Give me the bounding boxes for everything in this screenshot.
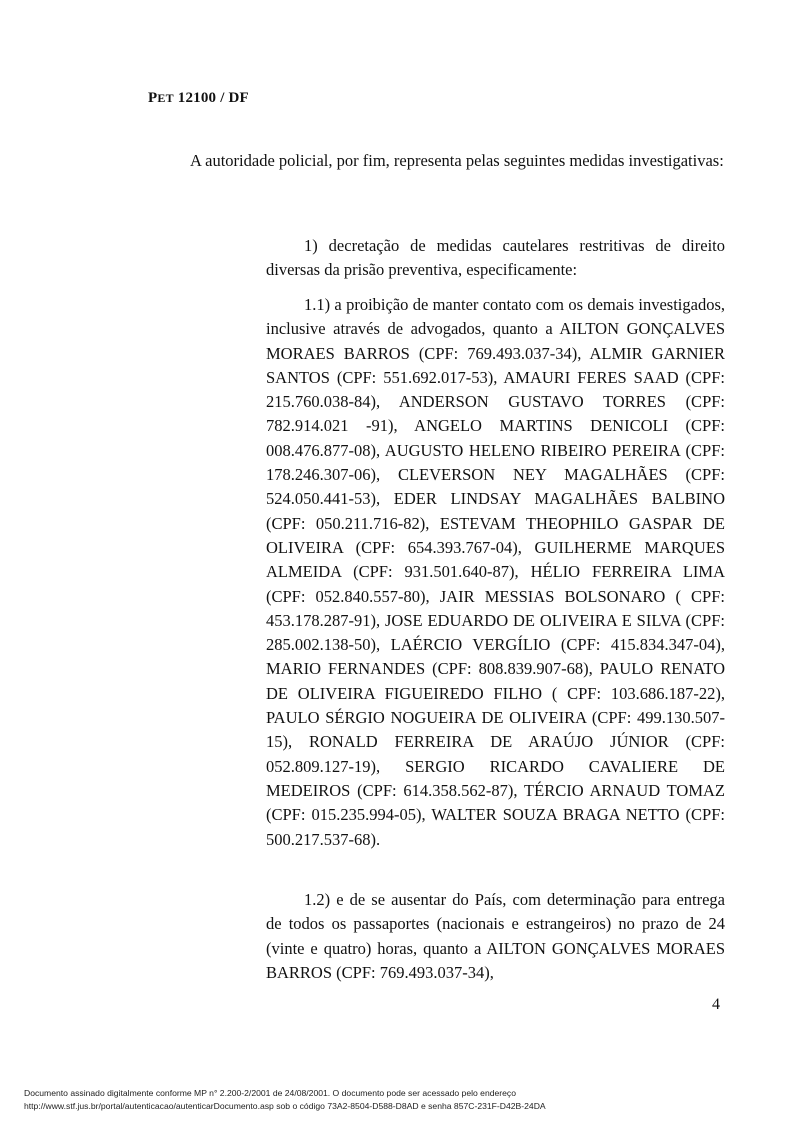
page-number: 4 — [712, 996, 720, 1013]
footer-line-1: Documento assinado digitalmente conforme MP n° 2.200-2/2001 de 24/08/2001. O documento pode ser acessado pelo endereço — [24, 1088, 517, 1098]
signature-footer — [24, 1087, 784, 1112]
measure-item-1-1: 1.1) a proibição de manter contato com os demais investigados, inclusive através de advogados, quanto a AILTON GONÇALVES MORAES BARROS (CPF: 769.493.037-34), ALMIR GARNIER SANTOS (CPF: 551.692.017-53), AMAURI FERES SAAD (CPF: 215.760.038-84), ANDERSON GUSTAVO TORRES (CPF: 782.914.021 -91), ANGELO MARTINS DENICOLI (CPF: 008.476.877-08), AUGUSTO HELENO RIBEIRO PEREIRA (CPF: 178.246.307-06), CLEVERSON NEY MAGALHÃES (CPF: 524.050.441-53), EDER LINDSAY MAGALHÃES BALBINO (CPF: 050.211.716-82), ESTEVAM THEOPHILO GASPAR DE OLIVEIRA (CPF: 654.393.767-04), GUILHERME MARQUES ALMEIDA (CPF: 931.501.640-87), HÉLIO FERREIRA LIMA (CPF: 052.840.557-80), JAIR MESSIAS BOLSONARO ( CPF: 453.178.287-91), JOSE EDUARDO DE OLIVEIRA E SILVA (CPF: 285.002.138-50), LAÉRCIO VERGÍLIO (CPF: 415.834.347-04), MARIO FERNANDES (CPF: 808.839.907-68), PAULO RENATO DE OLIVEIRA FIGUEIREDO FILHO ( CPF: 103.686.187-22), PAULO SÉRGIO NOGUEIRA DE OLIVEIRA (CPF: 499.130.507-15), RONALD FERREIRA DE ARAÚJO JÚNIOR (CPF: 052.809.127-19), SERGIO RICARDO CAVALIERE DE MEDEIROS (CPF: 614.358.562-87), TÉRCIO ARNAUD TOMAZ (CPF: 015.235.994-05), WALTER SOUZA BRAGA NETTO (CPF: 500.217.537-68). — [266, 295, 725, 849]
footer-line-2: http://www.stf.jus.br/portal/autenticacao/autenticarDocumento.asp sob o código 73A2-8504-D588-D8AD e senha 857C-231F-D42B-24DA — [24, 1100, 546, 1111]
case-header-small-caps: ET — [157, 91, 174, 105]
case-header-initial: P — [148, 90, 158, 106]
intro-paragraph: A autoridade policial, por fim, representa pelas seguintes medidas investigativas: — [190, 151, 724, 170]
case-header — [148, 90, 249, 107]
measure-item-1-2: 1.2) e de se ausentar do País, com determinação para entrega de todos os passaportes (nacionais e estrangeiros) no prazo de 24 (vinte e quatro) horas, quanto a AILTON GONÇALVES MORAES BARROS (CPF: 769.493.037-34), — [266, 890, 725, 982]
case-number: 12100 / DF — [173, 90, 249, 106]
measure-item-1: 1) decretação de medidas cautelares restritivas de direito diversas da prisão preventiva, especificamente: — [266, 236, 725, 280]
